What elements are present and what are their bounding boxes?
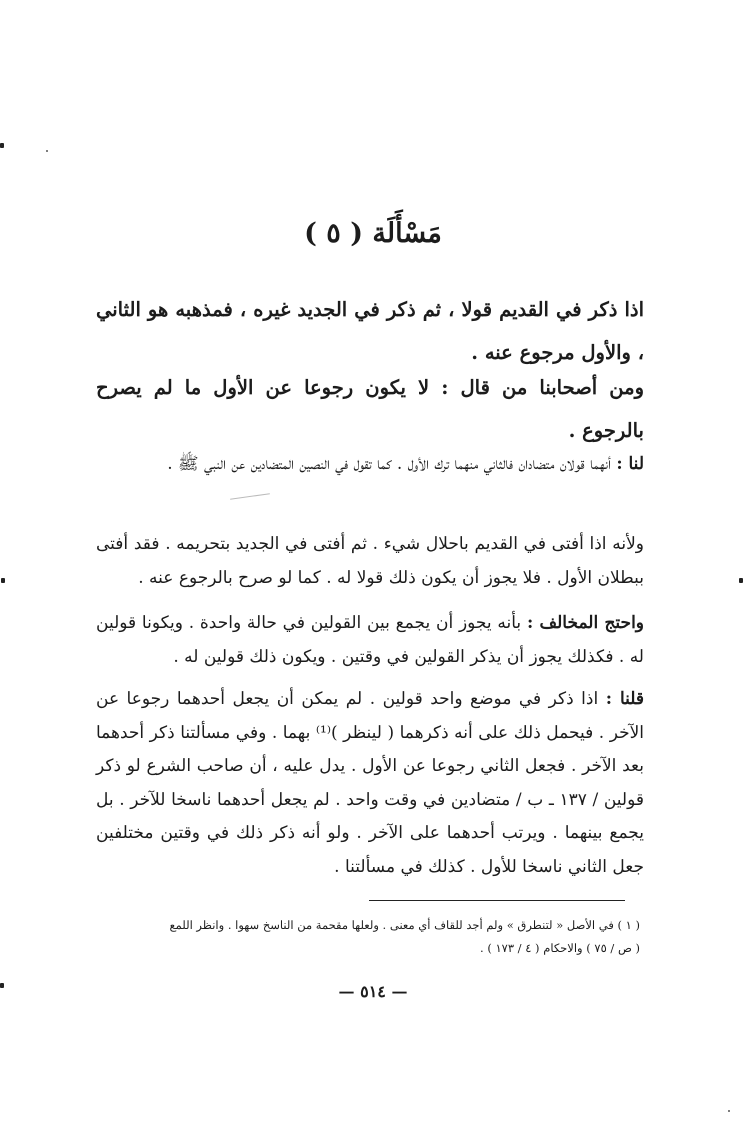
proof-label: لنا : [616,454,644,474]
issue-statement: اذا ذكر في القديم قولا ، ثم ذكر في الجديد غيره ، فمذهبه هو الثاني ، والأول مرجوع عنه . [96,298,644,364]
scan-speck [728,1110,730,1112]
footnote-divider [369,900,625,901]
margin-mark-top [0,143,4,148]
footnote-line-2: ( ص / ٧٥ ) والاحكام ( ٤ / ١٧٣ ) . [480,941,640,955]
proof-paragraph [96,448,644,482]
reply-text: اذا ذكر في موضع واحد قولين . لم يمكن أن يجعل أحدهما رجوعا عن الآخر . فيحمل ذلك على أنه ذكرهما ( لينظر )⁽¹⁾ بهما . وفي مسألتنا ذكر أحدهما بعد الآخر . فجعل الثاني رجوعا عن الأول . يدل عليه ، أن صاحب الشرع لو ذكر قولين / ١٣٧ ـ ب / متضادين في وقت واحد . لم يجعل أحدهما ناسخا للآخر . بل يجمع بينهما . ويرتب أحدهما على الآخر . ولو أنه ذكر ذلك في وقتين مختلفين جعل الثاني ناسخا للأول . كذلك في مسألتنا . [96,689,644,877]
reply-paragraph [96,683,644,885]
margin-mark-right [739,578,743,583]
scan-speck [46,150,48,152]
opponent-argument-paragraph [96,607,644,674]
scan-stroke [230,493,270,500]
opponent-text: بأنه يجوز أن يجمع بين القولين في حالة واحدة . ويكونا قولين له . فكذلك يجوز أن يذكر القولين في وقتين . ويكون ذلك قولين له . [96,613,644,667]
page-number: — ٥١٤ — [338,982,408,1001]
footnote-line-1: ( ١ ) في الأصل « لتنطرق » ولم أجد للقاف أي معنى . ولعلها مقحمة من الناسخ سهوا . وانظر اللمع [169,918,640,932]
page-title: مَسْأَلَة ( ٥ ) [304,218,442,249]
proof-text: أنهما قولان متضادان فالثاني منهما ترك الأول . كما تقول في النصين المتضادين عن النبي ﷺ . [167,454,611,474]
second-proof-paragraph: ولأنه اذا أفتى في القديم باحلال شيء . ثم أفتى في الجديد بتحريمه . فقد أفتى ببطلان الأول . فلا يجوز أن يكون ذلك قولا له . كما لو صرح بالرجوع عنه . [96,534,644,588]
footnote [104,914,640,960]
reply-label: قلنا : [605,689,645,709]
opponent-label: واحتج المخالف : [526,613,644,633]
margin-mark-middle [1,578,5,583]
opposing-view: ومن أصحابنا من قال : لا يكون رجوعا عن الأول ما لم يصرح بالرجوع . [96,376,644,442]
